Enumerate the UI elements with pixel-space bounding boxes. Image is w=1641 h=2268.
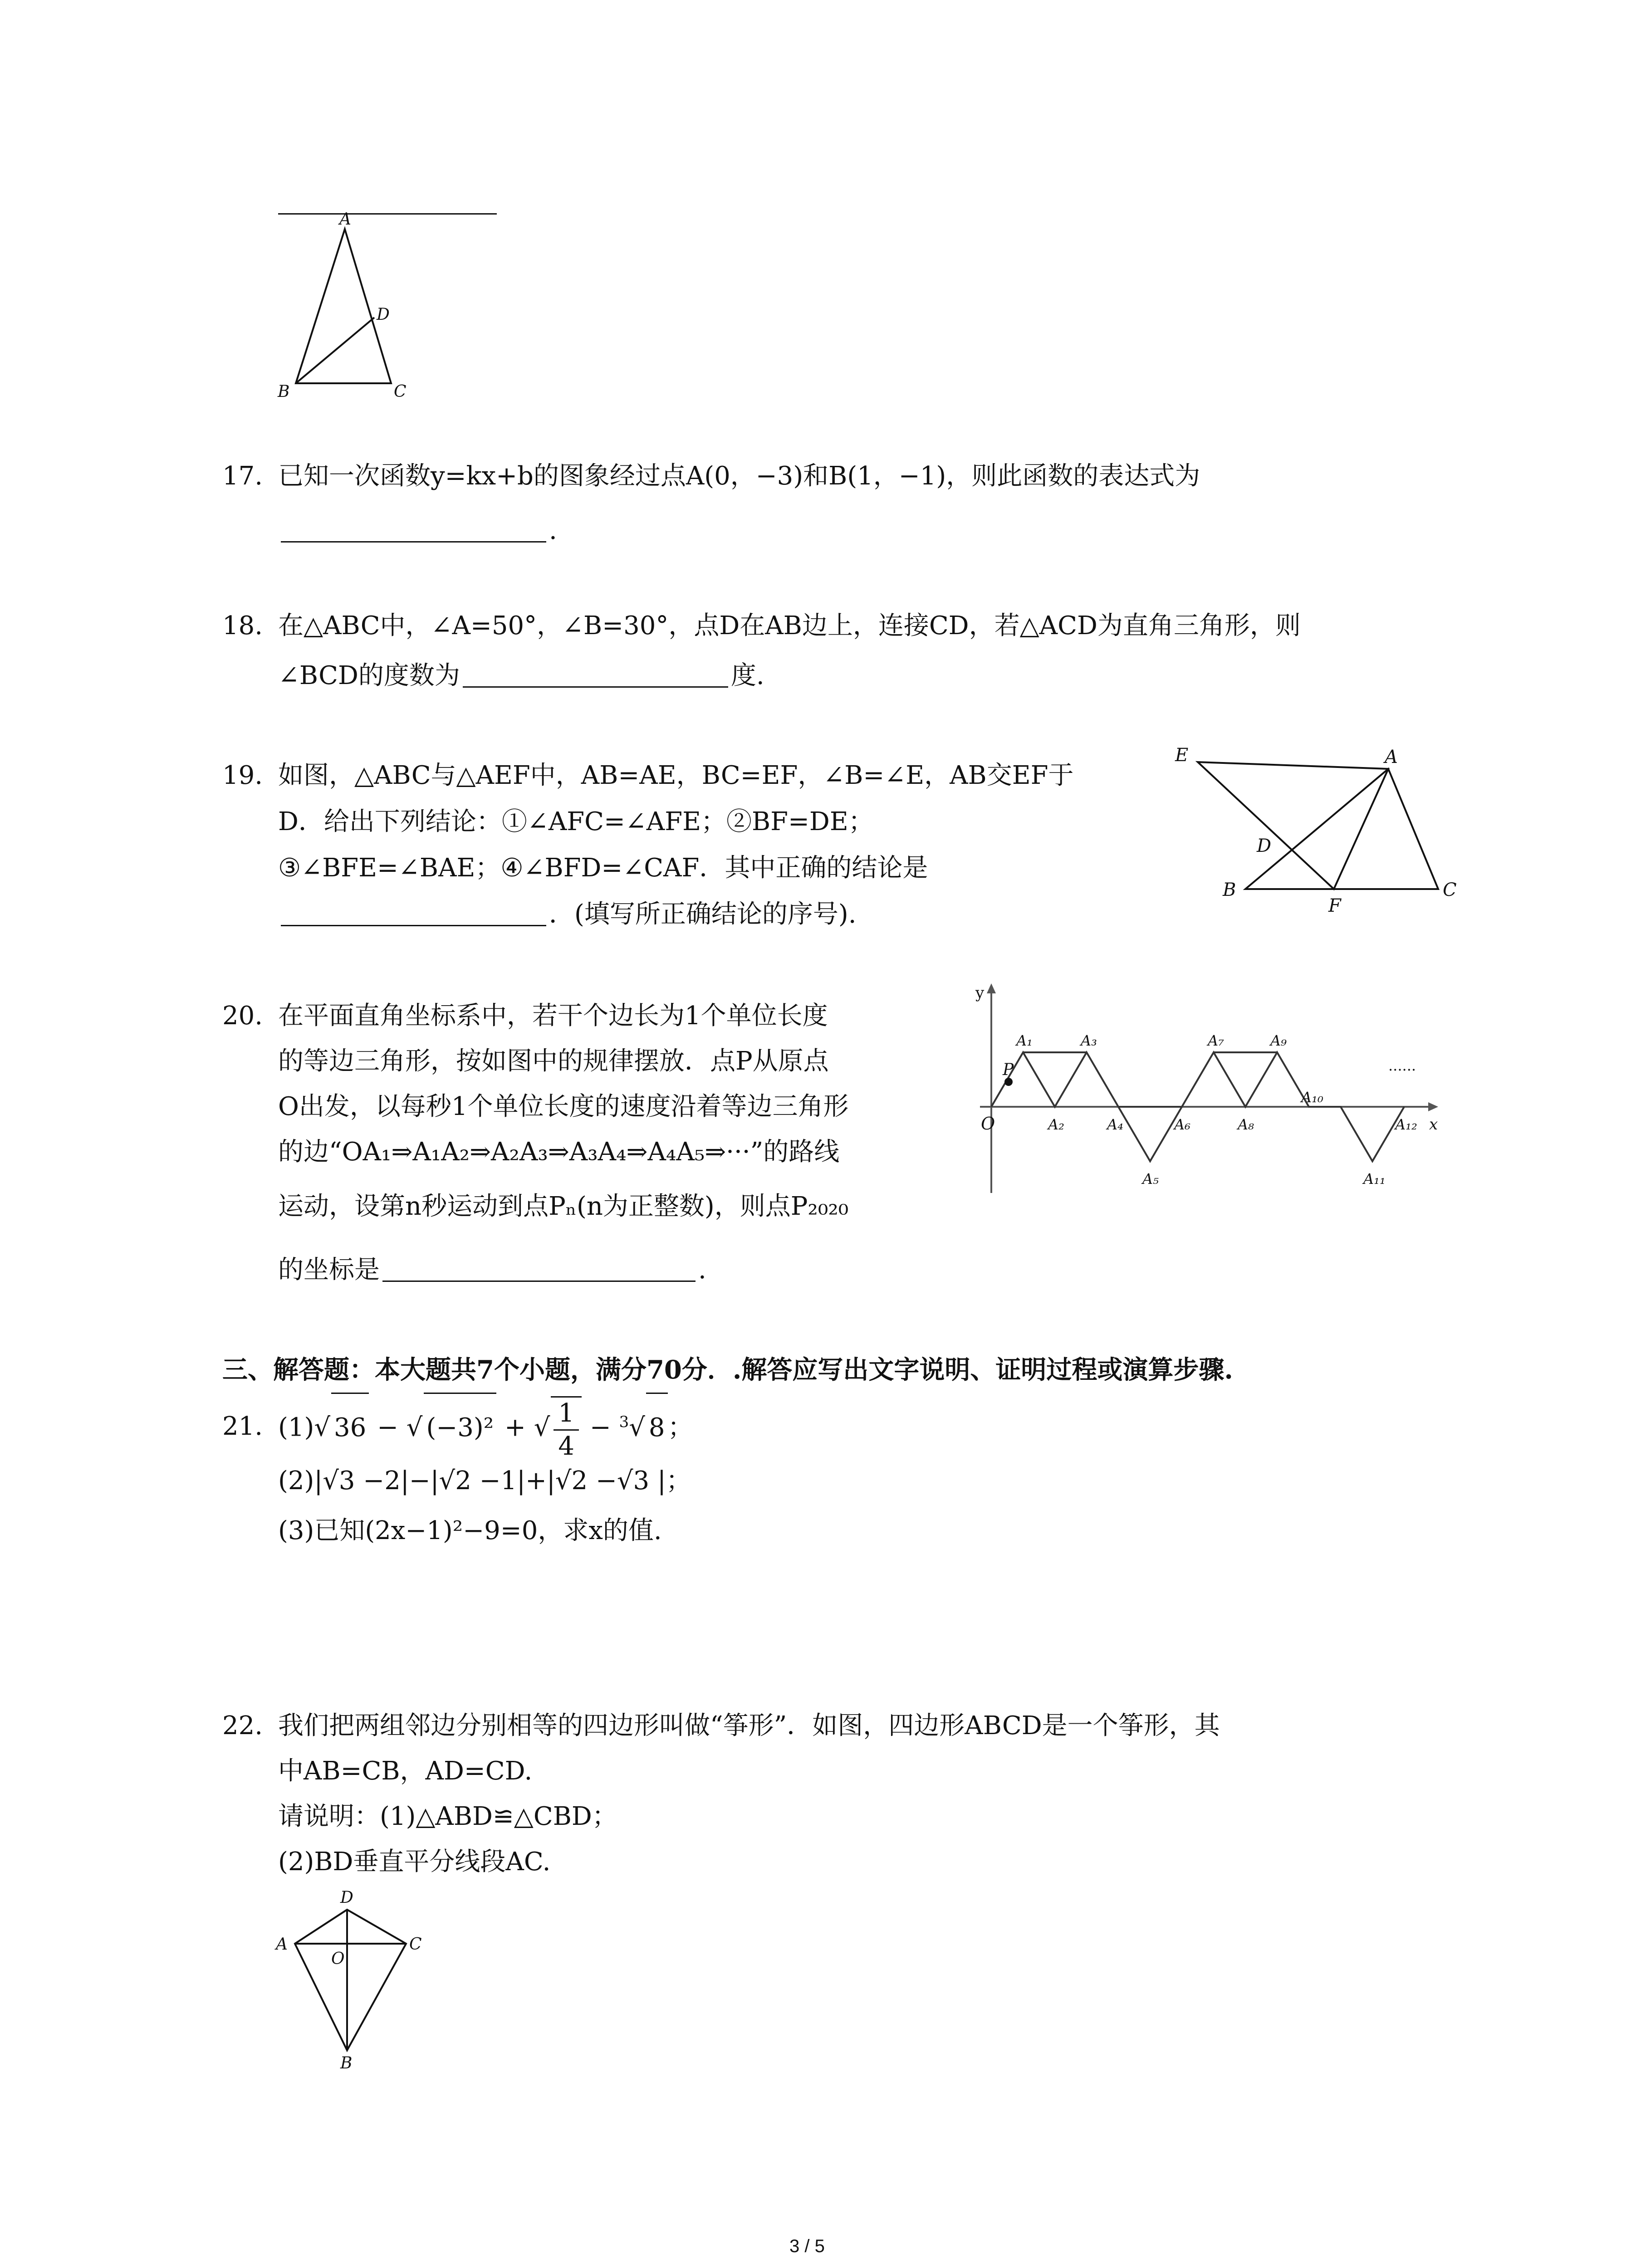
label-o: O [981, 1114, 995, 1134]
label-p: P [1003, 1061, 1014, 1079]
q22-line4: (2)BD垂直平分线段AC. [278, 1847, 551, 1877]
q19-answer-blank[interactable] [281, 925, 546, 926]
q20-line6: 的坐标是 . [278, 1255, 706, 1285]
q18-line2: ∠BCD的度数为 度. [278, 661, 764, 690]
q20-coordinate-figure [971, 980, 1452, 1207]
label-c: C [1443, 880, 1457, 900]
q20-number: 20. [222, 1001, 263, 1031]
label-b: B [278, 382, 290, 401]
label-a11: A₁₁ [1363, 1170, 1386, 1188]
q20-line5: 运动，设第n秒运动到点Pₙ(n为正整数)，则点P₂₀₂₀ [278, 1192, 849, 1221]
q21-part2: (2)|√3 −2|−|√2 −1|+|√2 −√3 |； [278, 1466, 691, 1496]
label-x: x [1429, 1115, 1438, 1134]
q20-answer-blank[interactable] [382, 1281, 696, 1282]
section3-heading: 三、解答题：本大题共7个小题，满分70分．.解答应写出文字说明、证明过程或演算步骤. [222, 1355, 1233, 1385]
label-c: C [394, 382, 407, 401]
q21-number: 21. [222, 1412, 263, 1441]
label-f: F [1328, 895, 1341, 916]
q22-line2: 中AB=CB，AD=CD. [278, 1756, 533, 1786]
label-dots: ...... [1388, 1057, 1416, 1074]
label-a: A [276, 1935, 288, 1954]
y-axis-arrow [987, 983, 996, 993]
q20-line4: 的边“OA₁⇒A₁A₂⇒A₂A₃⇒A₃A₄⇒A₄A₅⇒···”的路线 [278, 1137, 840, 1167]
q20-line3: O出发，以每秒1个单位长度的速度沿着等边三角形 [278, 1092, 849, 1121]
q17-answer-blank[interactable] [281, 541, 546, 543]
label-a8: A₈ [1238, 1116, 1254, 1133]
q22-line3: 请说明：(1)△ABD≌△CBD； [278, 1802, 617, 1831]
q17-text: 已知一次函数y=kx+b的图象经过点A(0，−3)和B(1，−1)，则此函数的表达式为 [278, 461, 1200, 491]
label-a10: A₁₀ [1301, 1089, 1323, 1106]
label-y: y [975, 984, 985, 1002]
label-c: C [409, 1935, 422, 1954]
q20-line1: 在平面直角坐标系中，若干个边长为1个单位长度 [278, 1001, 828, 1031]
q16-answer-blank[interactable] [278, 213, 497, 215]
triangle-aef [1198, 762, 1388, 889]
q17-answer-line: . [278, 508, 557, 553]
label-d: D [1257, 836, 1272, 856]
segment-bd [296, 318, 374, 383]
q16-triangle-figure [272, 210, 417, 408]
q22-line1: 我们把两组邻边分别相等的四边形叫做“筝形”．如图，四边形ABCD是一个筝形，其 [278, 1711, 1220, 1740]
label-d: D [377, 305, 390, 324]
label-a7: A₇ [1208, 1032, 1224, 1049]
label-a6: A₆ [1174, 1116, 1190, 1133]
page-number: 3 / 5 [789, 2236, 825, 2256]
label-a1: A₁ [1016, 1032, 1033, 1049]
q21-part3: (3)已知(2x−1)²−9=0，求x的值. [278, 1516, 662, 1545]
q18-number: 18. [222, 611, 263, 640]
q19-triangles-figure [1175, 744, 1457, 925]
q19-line2: D．给出下列结论：①∠AFC=∠AFE；②BF=DE； [278, 807, 874, 836]
q22-number: 22. [222, 1711, 263, 1740]
label-e: E [1175, 745, 1189, 766]
q19-line4: ．(填写所正确结论的序号). [278, 892, 857, 937]
label-a: A [339, 210, 351, 229]
q19-number: 19. [222, 761, 263, 790]
label-d: D [340, 1888, 353, 1907]
q19-line3: ③∠BFE=∠BAE；④∠BFD=∠CAF．其中正确的结论是 [278, 853, 928, 883]
label-b: B [1223, 880, 1236, 900]
label-a9: A₉ [1270, 1032, 1287, 1049]
label-a3: A₃ [1081, 1032, 1097, 1049]
kite-abcd [295, 1910, 406, 2050]
q20-line2: 的等边三角形，按如图中的规律摆放．点P从原点 [278, 1046, 829, 1076]
q22-kite-figure [272, 1882, 436, 2073]
label-o: O [331, 1950, 345, 1968]
q17-number: 17. [222, 461, 263, 491]
x-axis-arrow [1428, 1102, 1438, 1111]
label-a4: A₄ [1107, 1116, 1123, 1133]
q21-part1: (1)√ 36 − √ (−3)² + √ $\frac{1}{4}$ − $^3$√ 8 ； [278, 1388, 693, 1462]
label-a12: A₁₂ [1395, 1116, 1417, 1133]
label-a5: A₅ [1142, 1170, 1159, 1188]
label-a2: A₂ [1048, 1116, 1064, 1133]
label-b: B [340, 2054, 353, 2072]
q19-line1: 如图，△ABC与△AEF中，AB=AE，BC=EF，∠B=∠E，AB交EF于 [278, 761, 1074, 790]
label-a: A [1385, 747, 1398, 767]
q18-line1: 在△ABC中，∠A=50°，∠B=30°，点D在AB边上，连接CD，若△ACD为直角三角形，则 [278, 611, 1301, 640]
q18-answer-blank[interactable] [463, 686, 728, 688]
